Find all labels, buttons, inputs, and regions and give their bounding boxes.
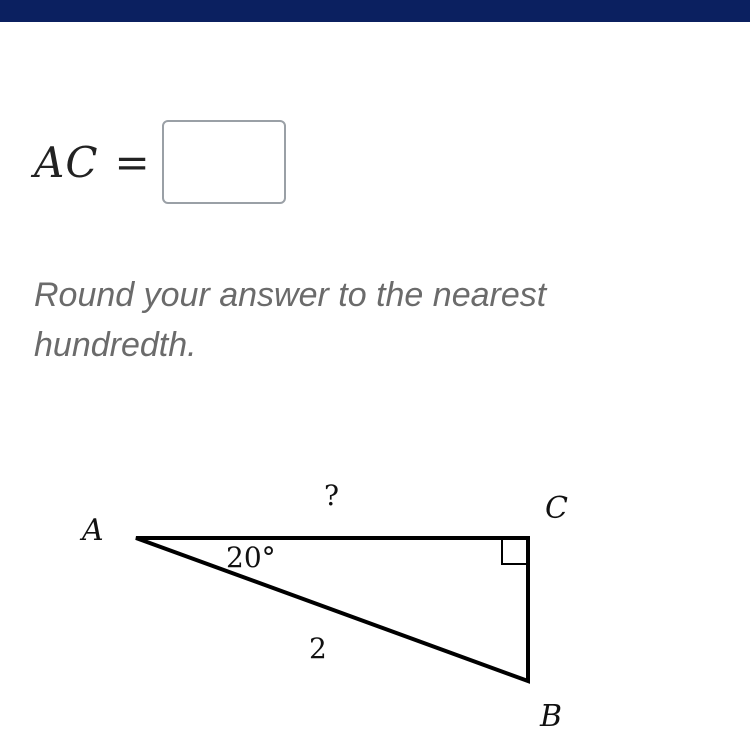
- vertex-label-b: B: [540, 699, 563, 734]
- hypotenuse-label: 2: [309, 632, 327, 665]
- rounding-instruction: Round your answer to the nearest hundredth.: [34, 276, 547, 364]
- equals-sign: =: [114, 137, 150, 187]
- top-header-bar: [0, 0, 750, 22]
- right-triangle-diagram: [0, 470, 750, 751]
- vertex-label-c: C: [545, 491, 568, 526]
- angle-label: 20°: [226, 541, 276, 574]
- unknown-side-label: ?: [324, 479, 340, 512]
- equation-lhs: AC: [34, 137, 99, 187]
- vertex-label-a: A: [82, 513, 104, 548]
- answer-equation: [34, 118, 286, 206]
- triangle-outline: [136, 538, 528, 681]
- answer-input[interactable]: [162, 120, 286, 204]
- right-angle-marker: [502, 538, 528, 564]
